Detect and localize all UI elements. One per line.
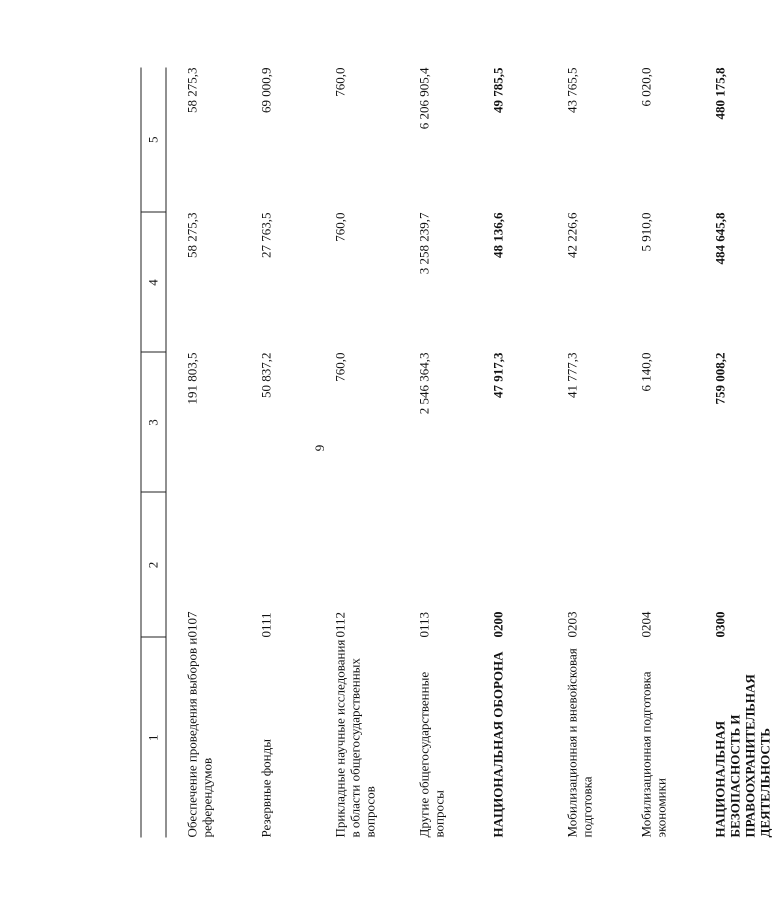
row-value-col3: 2 546 364,3 [416,352,432,415]
table-row [315,68,399,838]
row-value-col4: 3 258 239,7 [416,212,432,275]
column-header-4: 4 [141,213,166,353]
row-value-col4: 760,0 [332,212,348,242]
header-row [141,68,166,838]
row-code: 0111 [258,612,274,638]
table-row-section [695,68,783,838]
row-name: Прикладные научные исследования в области общегосударственных вопросов [332,639,378,838]
row-value-col5: 69 000,9 [258,67,274,113]
row-name: Мобилизационная и вневойсковая подготовка [564,648,595,838]
page-number: 9 [312,444,327,452]
row-name: НАЦИОНАЛЬНАЯ ОБОРОНА [490,651,506,838]
column-header-5: 5 [141,68,166,213]
table-row [547,68,621,838]
row-value-col5: 6 020,0 [638,67,654,107]
row-name: НАЦИОНАЛЬНАЯ БЕЗОПАСНОСТЬ И ПРАВООХРАНИТЕЛЬНАЯ ДЕЯТЕЛЬНОСТЬ [712,674,773,838]
row-value-col4: 48 136,6 [490,212,506,258]
row-name: Мобилизационная подготовка экономики [638,671,669,838]
row-value-col5: 760,0 [332,67,348,97]
column-header-1: 1 [141,638,166,838]
column-header-3: 3 [141,353,166,493]
row-code: 0107 [184,611,200,638]
row-code: 0112 [332,611,348,638]
row-value-col3: 41 777,3 [564,352,580,398]
budget-table [141,68,783,838]
row-value-col4: 58 275,3 [184,212,200,258]
row-value-col5: 480 175,8 [712,67,728,120]
row-name: Другие общегосударственные вопросы [416,671,447,838]
row-code: 0113 [416,611,432,638]
row-value-col4: 42 226,6 [564,212,580,258]
column-header-2: 2 [141,493,166,638]
row-value-col5: 58 275,3 [184,67,200,113]
table-row [241,68,315,838]
row-code: 0204 [638,611,654,638]
row-value-col3: 760,0 [332,352,348,382]
table-row-section [473,68,547,838]
row-name: Резервные фонды [258,739,274,838]
row-code: 0300 [712,611,728,638]
row-value-col5: 6 206 905,4 [416,67,432,130]
row-value-col3: 47 917,3 [490,352,506,398]
table-row [621,68,695,838]
row-code: 0200 [490,611,506,638]
row-value-col3: 191 803,5 [184,352,200,405]
row-value-col3: 759 008,2 [712,352,728,405]
row-value-col5: 43 765,5 [564,67,580,113]
row-value-col3: 50 837,2 [258,352,274,398]
table-row [399,68,473,838]
table-row [166,68,241,838]
rotated-landscape-page [141,67,773,838]
row-value-col4: 5 910,0 [638,212,654,252]
row-value-col4: 484 645,8 [712,212,728,265]
row-value-col5: 49 785,5 [490,67,506,113]
row-value-col4: 27 763,5 [258,212,274,258]
row-name: Обеспечение проведения выборов и референдумов [184,637,215,838]
row-value-col3: 6 140,0 [638,352,654,392]
row-code: 0203 [564,611,580,638]
